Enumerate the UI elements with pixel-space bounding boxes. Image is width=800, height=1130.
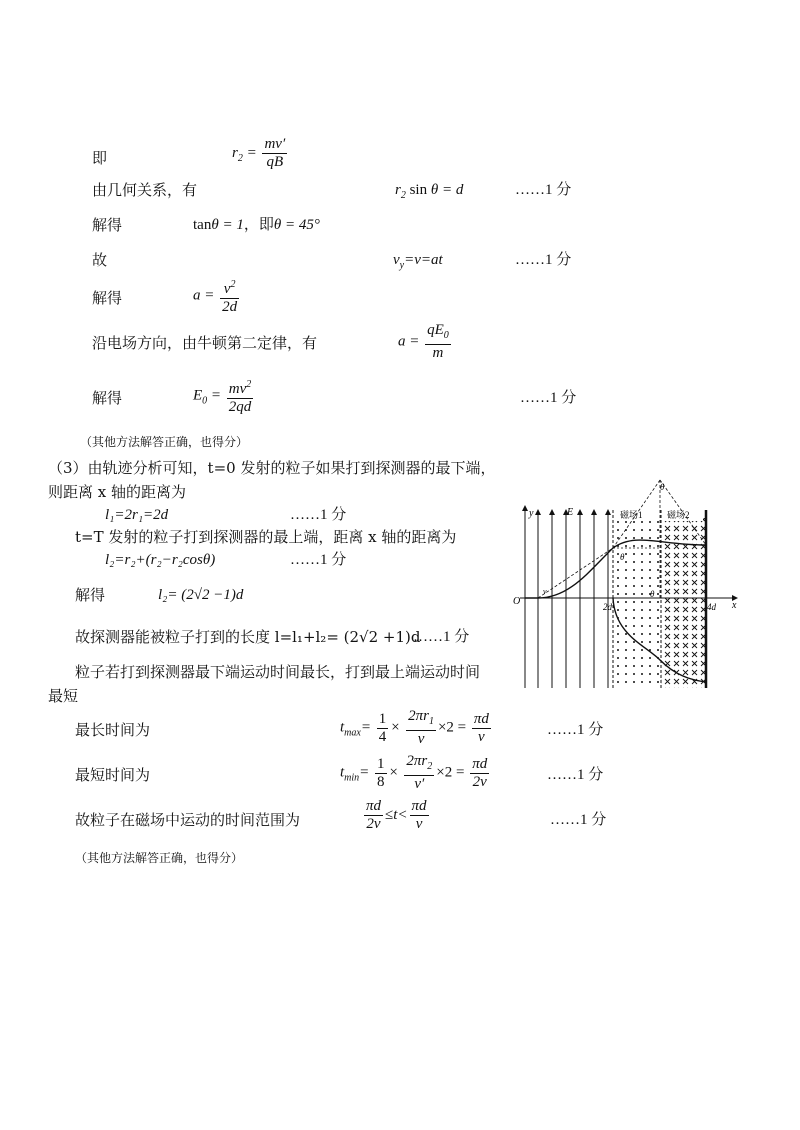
field-diagram	[510, 470, 745, 695]
line-r2	[92, 148, 107, 168]
line-label: 解得	[92, 216, 123, 234]
part3-text: （3）由轨迹分析可知，t=0 发射的粒子如果打到探测器的最下端，	[48, 459, 496, 477]
line-vy	[92, 250, 107, 270]
line-label: 解得	[92, 389, 123, 407]
length-text: 故探测器能被粒子打到的长度 l=l₁+l₂= (2√2 +1)d	[75, 628, 421, 646]
score: ……1 分	[520, 390, 577, 406]
line-label: 最长时间为	[75, 721, 151, 739]
score: ……1 分	[290, 507, 347, 523]
line-label: 故粒子在磁场中运动的时间范围为	[75, 811, 301, 829]
eq-conj: ，即	[243, 217, 274, 233]
line-label: 即	[92, 149, 108, 167]
field-2-label: 磁场2	[667, 510, 690, 520]
theta-label: θ	[660, 482, 665, 492]
score: ……1 分	[547, 767, 604, 783]
theta-label: θ	[650, 589, 655, 599]
line-label: 沿电场方向，由牛顿第二定律，有	[92, 334, 318, 352]
mark-2d: 2d	[603, 602, 612, 612]
origin-label: O	[513, 596, 521, 607]
eq-r2-sin: $r_2$ sin θ = d	[395, 182, 464, 201]
eq-vy: $v_y=v=at$	[393, 252, 443, 271]
part3-text: t=T 发射的粒子打到探测器的最上端，距离 x 轴的距离为	[75, 528, 457, 546]
score: ……1 分	[290, 552, 347, 568]
eq-tmax: $t_{max}=$ $\frac{1}{4}$ × $\frac{2\pi r_1}{v}$ ×2 = $\frac{\pi d}{v}$	[340, 708, 489, 747]
eq-a: a = $\frac{v^2}{2d}$	[193, 276, 241, 316]
line-geometry	[92, 180, 197, 200]
line-label: 最短时间为	[75, 766, 151, 784]
x-axis-label: x	[732, 600, 737, 611]
eq-l1: l₁=2r₁=2d	[105, 507, 169, 523]
line-newton	[92, 333, 317, 353]
line-label: 解得	[75, 586, 106, 604]
time-text: 最短	[48, 687, 79, 705]
score: ……1 分	[547, 722, 604, 738]
field-1-label: 磁场1	[620, 510, 643, 520]
mark-4d: 4d	[707, 602, 716, 612]
eq-r2: $r_2$ = $\frac{mv'}{qB}$	[232, 136, 286, 170]
score: ……1 分	[550, 812, 607, 828]
tangent-line	[538, 548, 613, 598]
theta-label: θ	[620, 552, 625, 562]
note: （其他方法解答正确，也得分）	[75, 851, 244, 865]
line-label: 解得	[92, 289, 123, 307]
e-field-label: E	[567, 507, 574, 518]
score: ……1 分	[413, 629, 470, 645]
line-a	[92, 288, 122, 308]
note: （其他方法解答正确，也得分）	[80, 435, 249, 449]
y-axis-label: y	[529, 508, 534, 519]
line-label: 由几何关系，有	[92, 181, 198, 199]
eq-l2: l₂=r₂+(r₂−r₂cosθ)	[105, 552, 216, 568]
line-e0	[92, 388, 122, 408]
eq-tmin: $t_{min}=$ $\frac{1}{8}$ × $\frac{2\pi r_2}{v'}$ ×2 = $\frac{\pi d}{2v}$	[340, 753, 488, 792]
time-text: 粒子若打到探测器最下端运动时间最长，打到最上端运动时间	[75, 663, 481, 681]
eq-range: $\frac{\pi d}{2v}$ ≤t< $\frac{\pi d}{v}$	[366, 798, 427, 832]
eq-tan: tanθ = 1，即θ = 45°	[193, 217, 320, 233]
score: ……1 分	[515, 252, 572, 268]
score: ……1 分	[515, 182, 572, 198]
line-tan	[92, 215, 122, 235]
eq-e0: $E_0$ = $\frac{mv^2}{2qd}$	[193, 376, 255, 416]
eq-l2-result: l₂= (2√2 −1)d	[158, 587, 244, 603]
line-label: 故	[92, 251, 108, 269]
velocity-label: v	[543, 587, 547, 596]
eq-newton: a = $\frac{qE_0}{m}$	[398, 322, 449, 361]
electric-field-lines	[538, 512, 608, 688]
part3-text: 则距离 x 轴的距离为	[48, 483, 186, 501]
